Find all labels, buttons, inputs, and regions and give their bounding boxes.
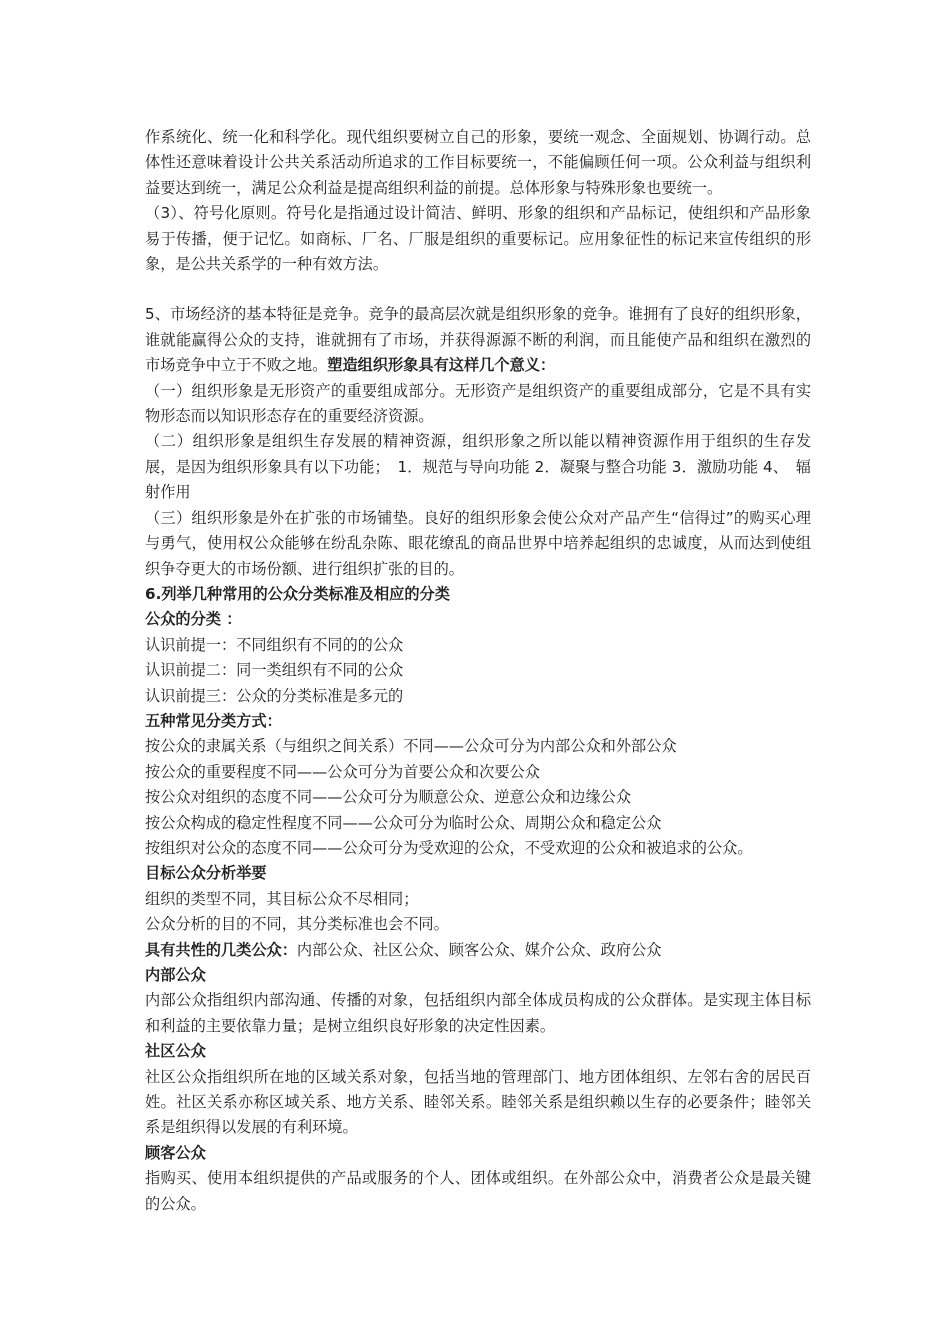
heading-public-classification: 公众的分类 ：: [145, 610, 242, 629]
paragraph-overall-principle: 作系统化、统一化和科学化。现代组织要树立自己的形象，要统一观念、全面规划、协调行动。总体性还意味着设计公共关系活动所追求的工作目标要统一，不能偏顾任何一项。公众利益与组织利益要达到统一，满足公众利益是提高组织利益的前提。总体形象与特殊形象也要统一。: [145, 128, 811, 197]
market-competition-text: 5、市场经济的基本特征是竞争。竞争的最高层次就是组织形象的竞争。谁拥有了良好的组织形象，谁就能赢得公众的支持，谁就拥有了市场，并获得源源不断的利润，而且能使产品和组织在激烈的市场竞争中立于不败之地。: [145, 305, 811, 375]
target-analysis-2: 公众分析的目的不同，其分类标准也会不同。: [145, 915, 449, 934]
heading-question-6: 6.列举几种常用的公众分类标准及相应的分类: [145, 584, 450, 603]
paragraph-gap: [145, 277, 811, 302]
premise-2: 认识前提二：同一类组织有不同的公众: [145, 661, 404, 680]
heading-customer-public: 顾客公众: [145, 1143, 206, 1162]
paragraph-common-publics: [145, 938, 811, 963]
method-1: 按公众的隶属关系（与组织之间关系）不同——公众可分为内部公众和外部公众: [145, 737, 677, 756]
paragraph-customer-public: 指购买、使用本组织提供的产品或服务的个人、团体或组织。在外部公众中，消费者公众是最关键的公众。: [145, 1169, 811, 1213]
paragraph-significance-3: （三）组织形象是外在扩张的市场铺垫。良好的组织形象会使公众对产品产生“信得过”的购买心理与勇气，使用权公众能够在纷乱杂陈、眼花缭乱的商品世界中培养起组织的忠诚度，从而达到使组织争夺更大的市场份额、进行组织扩张的目的。: [145, 508, 811, 578]
paragraph-significance-1: （一）组织形象是无形资产的重要组成部分。无形资产是组织资产的重要组成部分，它是不具有实物形态而以知识形态存在的重要经济资源。: [145, 381, 811, 426]
paragraph-symbol-principle: （3）、符号化原则。符号化是指通过设计简洁、鲜明、形象的组织和产品标记，使组织和产品形象易于传播，便于记忆。如商标、厂名、厂服是组织的重要标记。应用象征性的标记来宣传组织的形象，是公共关系学的一种有效方法。: [145, 204, 811, 274]
document-body: [145, 125, 811, 1217]
method-5: 按组织对公众的态度不同——公众可分为受欢迎的公众，不受欢迎的公众和被追求的公众。: [145, 838, 753, 857]
heading-community-public: 社区公众: [145, 1042, 206, 1061]
premise-1: 认识前提一：不同组织有不同的的公众: [145, 635, 404, 654]
paragraph-significance-2: （二）组织形象是组织生存发展的精神资源，组织形象之所以能以精神资源作用于组织的生存发展，是因为组织形象具有以下功能； 1．规范与导向功能 2．凝聚与整合功能 3．激励功能 4、 辐射作用: [145, 432, 811, 502]
image-significance-lead: 塑造组织形象具有这样几个意义：: [327, 356, 556, 375]
method-3: 按公众对组织的态度不同——公众可分为顺意公众、逆意公众和边缘公众: [145, 788, 631, 807]
heading-five-methods: 五种常见分类方式：: [145, 711, 282, 730]
premise-3: 认识前提三：公众的分类标准是多元的: [145, 686, 404, 705]
target-analysis-1: 组织的类型不同，其目标公众不尽相同；: [145, 889, 419, 908]
paragraph-internal-public: 内部公众指组织内部沟通、传播的对象，包括组织内部全体成员构成的公众群体。是实现主体目标和利益的主要依靠力量；是树立组织良好形象的决定性因素。: [145, 991, 811, 1035]
paragraph-market-competition: [145, 302, 811, 378]
method-4: 按公众构成的稳定性程度不同——公众可分为临时公众、周期公众和稳定公众: [145, 813, 662, 832]
heading-internal-public: 内部公众: [145, 966, 206, 984]
heading-target-analysis: 目标公众分析举要: [145, 864, 267, 883]
common-publics-list: 内部公众、社区公众、顾客公众、媒介公众、政府公众: [296, 940, 662, 959]
common-publics-label: 具有共性的几类公众：: [145, 940, 297, 959]
method-2: 按公众的重要程度不同——公众可分为首要公众和次要公众: [145, 762, 540, 781]
paragraph-community-public: 社区公众指组织所在地的区域关系对象，包括当地的管理部门、地方团体组织、左邻右舍的居民百姓。社区关系亦称区域关系、地方关系、睦邻关系。睦邻关系是组织赖以生存的必要条件；睦邻关系是组织得以发展的有利环境。: [145, 1067, 811, 1137]
